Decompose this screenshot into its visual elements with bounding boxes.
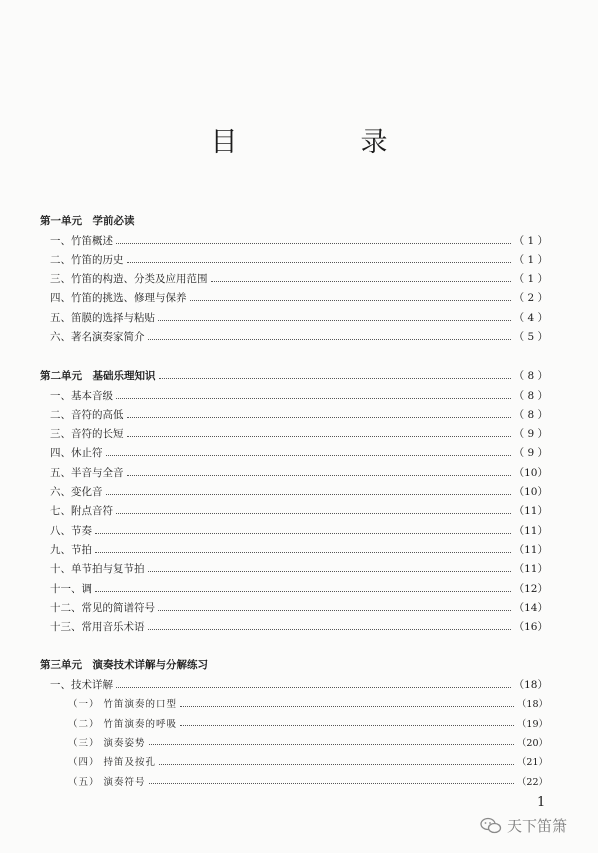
toc-entry[interactable]	[50, 328, 548, 346]
page-ref: （14）	[513, 601, 548, 614]
page-ref: （10）	[513, 486, 548, 498]
entry-label: 八、节奏	[50, 524, 92, 537]
toc-entry[interactable]	[50, 463, 548, 481]
entry-label: 四、竹笛的挑选、修理与保养	[50, 292, 187, 305]
entry-label: （四） 持笛及按孔	[68, 757, 157, 769]
entry-label: 五、笛膜的选择与粘贴	[50, 311, 155, 324]
toc-entry[interactable]	[50, 444, 548, 462]
unit-title: 第一单元 学前必读	[40, 214, 135, 227]
page-ref: （20）	[516, 737, 548, 749]
dot-leader	[148, 571, 511, 572]
dot-leader	[95, 591, 511, 592]
toc-entry[interactable]	[50, 308, 548, 326]
page-ref: （11）	[513, 524, 548, 537]
dot-leader	[95, 533, 511, 534]
toc-entry[interactable]	[50, 540, 548, 558]
dot-leader	[180, 725, 514, 726]
entry-label: （一） 竹笛演奏的口型	[68, 699, 178, 711]
toc-entry[interactable]	[50, 502, 548, 520]
toc-subentry[interactable]	[68, 772, 548, 790]
dot-leader	[149, 783, 514, 784]
unit-title: 第三单元 演奏技术详解与分解练习	[40, 658, 208, 671]
toc-subentry[interactable]	[68, 733, 548, 751]
page-ref: （ 9 ）	[513, 447, 548, 460]
toc-unit-heading	[40, 211, 548, 229]
toc-entry[interactable]	[50, 483, 548, 501]
dot-leader	[116, 243, 511, 244]
page-ref: （ 8 ）	[513, 408, 548, 421]
toc-entry[interactable]	[50, 560, 548, 578]
dot-leader	[127, 262, 511, 263]
page-ref: （18）	[516, 699, 548, 711]
dot-leader	[127, 475, 511, 476]
dot-leader	[190, 300, 511, 301]
unit-title: 第二单元 基础乐理知识	[40, 369, 156, 382]
toc-entry[interactable]	[50, 250, 548, 268]
watermark-text: 天下笛箫	[507, 817, 568, 835]
toc-entry[interactable]	[50, 618, 548, 636]
entry-label: 六、变化音	[50, 486, 103, 498]
dot-leader	[116, 513, 511, 514]
entry-label: 一、竹笛概述	[50, 234, 113, 247]
page-ref: （ 1 ）	[513, 253, 548, 266]
page-ref: （10）	[513, 466, 548, 479]
toc-unit-heading	[40, 366, 548, 384]
page-ref: （ 8 ）	[513, 389, 548, 402]
page-ref: （ 4 ）	[513, 311, 548, 324]
page-ref: （ 2 ）	[513, 292, 548, 305]
entry-label: 九、节拍	[50, 543, 92, 556]
dot-leader	[180, 706, 514, 707]
dot-leader	[149, 744, 514, 745]
page-title: 目 录	[210, 127, 436, 158]
toc-entry[interactable]	[50, 675, 548, 693]
toc-entry[interactable]	[50, 386, 548, 404]
dot-leader	[158, 320, 511, 321]
toc-entry[interactable]	[50, 289, 548, 307]
dot-leader	[159, 378, 511, 379]
page-ref: （11）	[513, 563, 548, 576]
page-ref: （ 1 ）	[513, 273, 548, 286]
dot-leader	[211, 281, 511, 282]
dot-leader	[158, 610, 511, 611]
entry-label: 十三、常用音乐术语	[50, 621, 145, 634]
page-ref: （21）	[516, 757, 548, 769]
entry-label: 十、单节拍与复节拍	[50, 563, 145, 576]
page-ref: （11）	[513, 543, 548, 556]
page-ref: （ 1 ）	[513, 234, 548, 247]
dot-leader	[106, 494, 511, 495]
entry-label: 七、附点音符	[50, 505, 113, 518]
toc-subentry[interactable]	[68, 752, 548, 770]
entry-label: 一、基本音级	[50, 389, 113, 402]
dot-leader	[148, 629, 511, 630]
entry-label: 一、技术详解	[50, 678, 113, 691]
entry-label: （二） 竹笛演奏的呼吸	[68, 718, 178, 730]
page-ref: （18）	[513, 678, 548, 691]
page-ref: （ 5 ）	[513, 331, 548, 343]
page-ref: （ 9 ）	[513, 428, 548, 441]
toc-subentry[interactable]	[68, 714, 548, 732]
page-ref: （22）	[516, 776, 548, 788]
dot-leader	[159, 764, 514, 765]
toc-entry[interactable]	[50, 405, 548, 423]
dot-leader	[116, 687, 511, 688]
entry-label: 十二、常见的简谱符号	[50, 601, 155, 614]
entry-label: 四、休止符	[50, 447, 103, 460]
entry-label: 三、音符的长短	[50, 428, 124, 441]
page-ref: （11）	[513, 505, 548, 518]
dot-leader	[148, 339, 511, 340]
toc-entry[interactable]	[50, 270, 548, 288]
dot-leader	[116, 398, 511, 399]
entry-label: 二、音符的高低	[50, 408, 124, 421]
entry-label: 三、竹笛的构造、分类及应用范围	[50, 273, 208, 286]
dot-leader	[127, 436, 511, 437]
page-ref: （12）	[513, 582, 548, 595]
toc-entry[interactable]	[50, 425, 548, 443]
watermark	[480, 815, 567, 836]
toc-unit-heading	[40, 655, 548, 673]
entry-label: 二、竹笛的历史	[50, 253, 124, 266]
toc-entry[interactable]	[50, 231, 548, 249]
toc-subentry[interactable]	[68, 694, 548, 712]
dot-leader	[95, 552, 511, 553]
entry-label: 五、半音与全音	[50, 466, 124, 479]
toc-entry[interactable]	[50, 579, 548, 597]
page-ref: （ 8 ）	[513, 369, 548, 382]
page-ref: （16）	[513, 621, 548, 634]
entry-label: 十一、调	[50, 582, 92, 595]
toc-entry[interactable]	[50, 598, 548, 616]
page-ref: （19）	[516, 718, 548, 730]
toc-entry[interactable]	[50, 521, 548, 539]
page-number: 1	[537, 795, 546, 810]
dot-leader	[127, 417, 511, 418]
entry-label: （三） 演奏姿势	[68, 737, 146, 749]
entry-label: 六、著名演奏家简介	[50, 331, 145, 343]
dot-leader	[106, 455, 511, 456]
wechat-icon	[480, 817, 502, 835]
entry-label: （五） 演奏符号	[68, 776, 146, 788]
